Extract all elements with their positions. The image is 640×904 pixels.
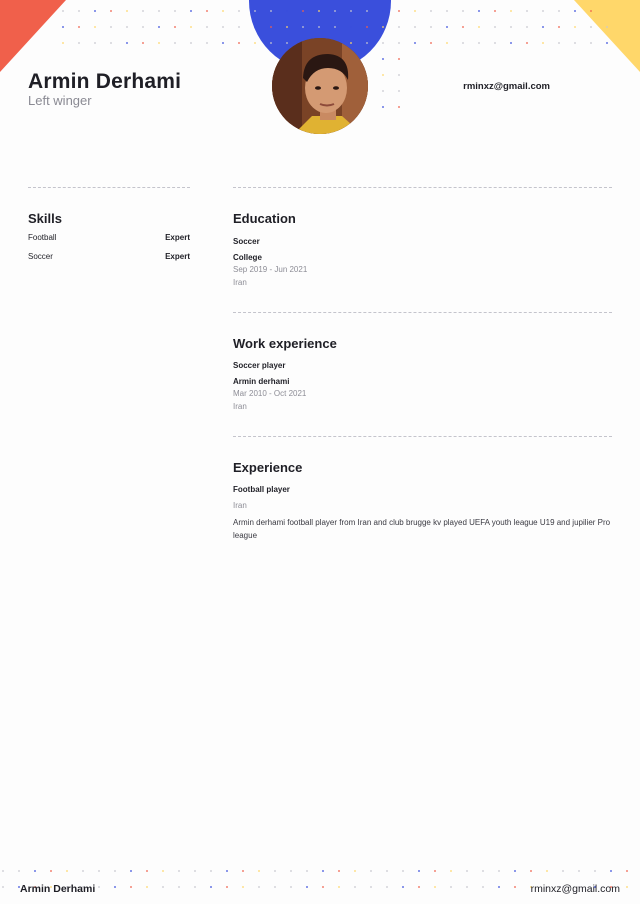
- decor-dot: [334, 26, 336, 28]
- decor-dot: [190, 10, 192, 12]
- decor-dot: [414, 10, 416, 12]
- education-dates: Sep 2019 - Jun 2021: [233, 265, 308, 274]
- decor-dot: [194, 886, 196, 888]
- decor-dot: [238, 10, 240, 12]
- decor-dot: [114, 886, 116, 888]
- decor-dot: [606, 42, 608, 44]
- decor-dot: [142, 26, 144, 28]
- decor-dot: [270, 42, 272, 44]
- decor-dot: [590, 10, 592, 12]
- decor-dot: [174, 26, 176, 28]
- experience-divider: [233, 436, 612, 437]
- decor-dot: [178, 870, 180, 872]
- education-heading: Education: [233, 211, 296, 226]
- decor-dot: [110, 10, 112, 12]
- decor-dot: [146, 886, 148, 888]
- skill-name: Football: [28, 233, 57, 242]
- decor-dot: [162, 886, 164, 888]
- decor-dot: [498, 870, 500, 872]
- decor-dot: [478, 26, 480, 28]
- decor-dot: [242, 870, 244, 872]
- decor-dot: [78, 10, 80, 12]
- decor-dot: [194, 870, 196, 872]
- decor-dot: [530, 870, 532, 872]
- decor-dot: [66, 870, 68, 872]
- candidate-name: Armin Derhami: [28, 70, 182, 93]
- decor-dot: [574, 26, 576, 28]
- decor-dot: [158, 10, 160, 12]
- decor-dot: [254, 10, 256, 12]
- decor-dot: [350, 10, 352, 12]
- decor-dot: [590, 42, 592, 44]
- decor-dot: [158, 26, 160, 28]
- decor-dot: [2, 886, 4, 888]
- decor-dot: [78, 42, 80, 44]
- decor-dot: [514, 886, 516, 888]
- decor-dot: [2, 870, 4, 872]
- candidate-role: Left winger: [28, 93, 92, 108]
- decor-dot: [398, 10, 400, 12]
- decor-dot: [114, 870, 116, 872]
- work-heading: Work experience: [233, 336, 337, 351]
- decor-dot: [462, 42, 464, 44]
- decor-dot: [322, 870, 324, 872]
- decor-dot: [542, 10, 544, 12]
- decor-dot: [626, 886, 628, 888]
- decor-dot: [558, 26, 560, 28]
- decor-dot: [578, 870, 580, 872]
- decor-dot: [510, 10, 512, 12]
- decor-dot: [78, 26, 80, 28]
- decor-dot: [382, 10, 384, 12]
- red-corner-triangle: [0, 0, 66, 72]
- decor-dot: [526, 26, 528, 28]
- decor-dot: [94, 42, 96, 44]
- decor-dot: [606, 26, 608, 28]
- decor-dot: [414, 42, 416, 44]
- decor-dot: [302, 10, 304, 12]
- skill-level: Expert: [165, 252, 190, 261]
- decor-dot: [462, 26, 464, 28]
- education-location: Iran: [233, 278, 247, 287]
- decor-dot: [466, 870, 468, 872]
- decor-dot: [190, 26, 192, 28]
- decor-dot: [286, 26, 288, 28]
- footer-name: Armin Derhami: [20, 883, 96, 895]
- decor-dot: [354, 870, 356, 872]
- decor-dot: [130, 870, 132, 872]
- experience-description: Armin derhami football player from Iran and club brugge kv played UEFA youth league U19 and jupilier Pro league: [233, 518, 611, 540]
- decor-dot: [126, 42, 128, 44]
- experience-heading: Experience: [233, 460, 303, 475]
- decor-dot: [226, 870, 228, 872]
- decor-dot: [206, 10, 208, 12]
- decor-dot: [142, 10, 144, 12]
- decor-dot: [494, 10, 496, 12]
- decor-dot: [418, 886, 420, 888]
- decor-dot: [610, 870, 612, 872]
- decor-dot: [238, 42, 240, 44]
- decor-dot: [478, 42, 480, 44]
- work-location: Iran: [233, 402, 247, 411]
- decor-dot: [398, 26, 400, 28]
- decor-dot: [574, 10, 576, 12]
- decor-dot: [210, 886, 212, 888]
- decor-dot: [558, 10, 560, 12]
- decor-dot: [430, 26, 432, 28]
- decor-dot: [270, 26, 272, 28]
- decor-dot: [482, 870, 484, 872]
- decor-dot: [226, 886, 228, 888]
- decor-dot: [498, 886, 500, 888]
- decor-dot: [98, 870, 100, 872]
- skill-level: Expert: [165, 233, 190, 242]
- decor-dot: [418, 870, 420, 872]
- decor-dot: [494, 26, 496, 28]
- decor-dot: [398, 74, 400, 76]
- decor-dot: [142, 42, 144, 44]
- decor-dot: [338, 886, 340, 888]
- decor-dot: [254, 26, 256, 28]
- decor-dot: [158, 42, 160, 44]
- decor-dot: [322, 886, 324, 888]
- decor-dot: [414, 26, 416, 28]
- decor-dot: [190, 42, 192, 44]
- decor-dot: [450, 886, 452, 888]
- education-school: College: [233, 253, 262, 262]
- work-position: Soccer player: [233, 361, 286, 370]
- decor-dot: [482, 886, 484, 888]
- decor-dot: [254, 42, 256, 44]
- decor-dot: [398, 90, 400, 92]
- work-dates: Mar 2010 - Oct 2021: [233, 389, 307, 398]
- decor-dot: [34, 870, 36, 872]
- decor-dot: [606, 10, 608, 12]
- decor-dot: [398, 106, 400, 108]
- decor-dot: [306, 886, 308, 888]
- decor-dot: [466, 886, 468, 888]
- decor-dot: [398, 42, 400, 44]
- decor-dot: [434, 886, 436, 888]
- decor-dot: [526, 42, 528, 44]
- experience-location: Iran: [233, 501, 247, 510]
- decor-dot: [434, 870, 436, 872]
- decor-dot: [62, 26, 64, 28]
- decor-dot: [94, 10, 96, 12]
- decor-dot: [478, 10, 480, 12]
- decor-dot: [574, 42, 576, 44]
- decor-dot: [162, 870, 164, 872]
- decor-dot: [130, 886, 132, 888]
- decor-dot: [402, 886, 404, 888]
- skills-divider: [28, 187, 190, 188]
- decor-dot: [318, 26, 320, 28]
- decor-dot: [430, 10, 432, 12]
- decor-dot: [462, 10, 464, 12]
- decor-dot: [626, 870, 628, 872]
- decor-dot: [546, 870, 548, 872]
- decor-dot: [210, 870, 212, 872]
- decor-dot: [94, 26, 96, 28]
- decor-dot: [446, 26, 448, 28]
- decor-dot: [382, 42, 384, 44]
- decor-dot: [290, 870, 292, 872]
- decor-dot: [562, 870, 564, 872]
- decor-dot: [178, 886, 180, 888]
- decor-dot: [222, 26, 224, 28]
- decor-dot: [446, 42, 448, 44]
- decor-dot: [542, 26, 544, 28]
- decor-dot: [450, 870, 452, 872]
- decor-dot: [510, 26, 512, 28]
- decor-dot: [50, 870, 52, 872]
- decor-dot: [338, 870, 340, 872]
- decor-dot: [146, 870, 148, 872]
- decor-dot: [174, 10, 176, 12]
- decor-dot: [258, 870, 260, 872]
- decor-dot: [222, 10, 224, 12]
- decor-dot: [62, 42, 64, 44]
- decor-dot: [238, 26, 240, 28]
- decor-dot: [430, 42, 432, 44]
- decor-dot: [286, 10, 288, 12]
- work-divider: [233, 312, 612, 313]
- decor-dot: [110, 42, 112, 44]
- decor-dot: [370, 870, 372, 872]
- decor-dot: [174, 42, 176, 44]
- decor-dot: [542, 42, 544, 44]
- decor-dot: [62, 10, 64, 12]
- work-employer: Armin derhami: [233, 377, 290, 386]
- decor-dot: [382, 90, 384, 92]
- decor-dot: [206, 26, 208, 28]
- decor-dot: [270, 10, 272, 12]
- decor-dot: [318, 10, 320, 12]
- decor-dot: [382, 58, 384, 60]
- decor-dot: [98, 886, 100, 888]
- decor-dot: [514, 870, 516, 872]
- decor-dot: [110, 26, 112, 28]
- education-degree: Soccer: [233, 237, 260, 246]
- decor-dot: [290, 886, 292, 888]
- contact-email[interactable]: rminxz@gmail.com: [463, 81, 550, 92]
- decor-dot: [594, 870, 596, 872]
- decor-dot: [126, 10, 128, 12]
- decor-dot: [382, 74, 384, 76]
- decor-dot: [350, 26, 352, 28]
- decor-dot: [334, 10, 336, 12]
- decor-dot: [206, 42, 208, 44]
- decor-dot: [494, 42, 496, 44]
- decor-dot: [386, 870, 388, 872]
- decor-dot: [302, 26, 304, 28]
- decor-dot: [366, 26, 368, 28]
- decor-dot: [366, 42, 368, 44]
- decor-dot: [370, 886, 372, 888]
- decor-dot: [306, 870, 308, 872]
- profile-photo: [272, 38, 368, 134]
- decor-dot: [82, 870, 84, 872]
- decor-dot: [526, 10, 528, 12]
- decor-dot: [242, 886, 244, 888]
- decor-dot: [382, 106, 384, 108]
- skills-heading: Skills: [28, 211, 62, 226]
- decor-dot: [274, 886, 276, 888]
- decor-dot: [286, 42, 288, 44]
- education-divider: [233, 187, 612, 188]
- experience-position: Football player: [233, 485, 290, 494]
- decor-dot: [386, 886, 388, 888]
- decor-dot: [258, 886, 260, 888]
- decor-dot: [354, 886, 356, 888]
- decor-dot: [590, 26, 592, 28]
- skill-name: Soccer: [28, 252, 53, 261]
- decor-dot: [350, 42, 352, 44]
- decor-dot: [18, 870, 20, 872]
- decor-dot: [446, 10, 448, 12]
- decor-dot: [510, 42, 512, 44]
- footer-email[interactable]: rminxz@gmail.com: [530, 883, 620, 895]
- decor-dot: [222, 42, 224, 44]
- decor-dot: [366, 10, 368, 12]
- decor-dot: [274, 870, 276, 872]
- decor-dot: [126, 26, 128, 28]
- decor-dot: [382, 26, 384, 28]
- decor-dot: [398, 58, 400, 60]
- decor-dot: [402, 870, 404, 872]
- decor-dot: [558, 42, 560, 44]
